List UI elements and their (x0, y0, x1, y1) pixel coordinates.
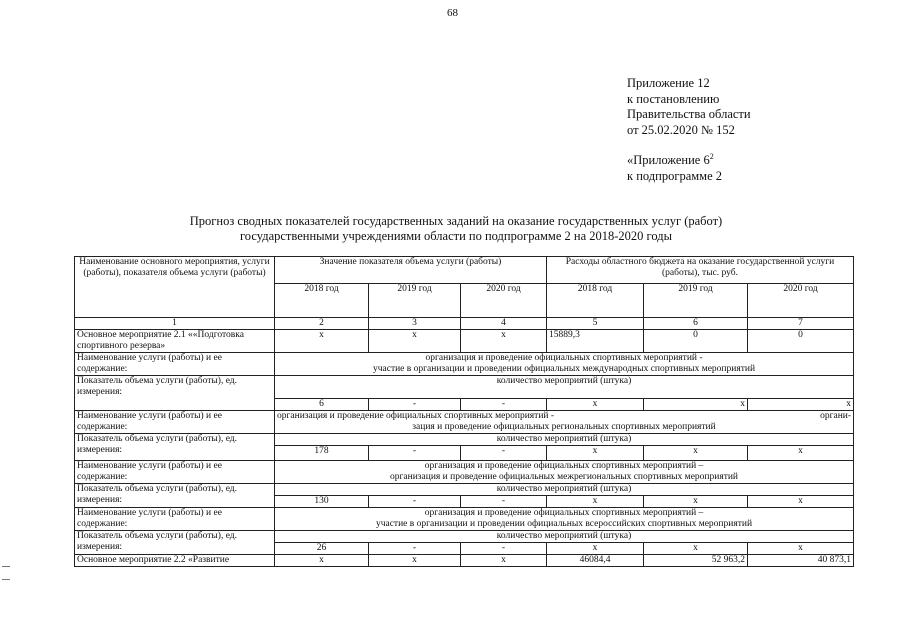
table-row (75, 376, 854, 399)
value-cell: - (369, 543, 461, 555)
service-content-line: участие в организации и проведении официальных всероссийских спортивных мероприятий (375, 519, 753, 529)
value-cell: - (461, 446, 547, 461)
value-cell: - (461, 543, 547, 555)
column-number: 1 (75, 318, 275, 330)
column-number: 7 (748, 318, 854, 330)
value-cell: x (748, 543, 854, 555)
value-cell: - (369, 399, 461, 411)
value-cell: x (547, 543, 644, 555)
appendix-line: Правительства области (627, 107, 751, 121)
value-cell: x (275, 555, 369, 567)
table-row (75, 411, 854, 434)
document-title (120, 214, 792, 244)
indicator-label: Показатель объема услуги (работы), ед. измерения: (75, 376, 275, 411)
header-year: 2019 год (369, 284, 461, 318)
table-row (75, 555, 854, 567)
appendix-line: к постановлению (627, 91, 720, 106)
service-label: Наименование услуги (работы) и ее содержание: (75, 461, 275, 484)
table-row (75, 461, 854, 484)
header-year: 2020 год (748, 284, 854, 318)
service-content-line (277, 411, 851, 422)
indicator-unit: количество мероприятий (штука) (275, 484, 854, 496)
service-label: Наименование услуги (работы) и ее содержание: (75, 508, 275, 531)
value-cell: - (369, 446, 461, 461)
value-cell: x (547, 496, 644, 508)
column-number-row (75, 318, 854, 330)
service-content (275, 411, 854, 434)
indicator-label: Показатель объема услуги (работы), ед. измерения: (75, 531, 275, 555)
value-cell: x (369, 330, 461, 353)
table-row (75, 353, 854, 376)
value-cell: x (369, 555, 461, 567)
service-content (275, 461, 854, 484)
value-cell: x (461, 330, 547, 353)
service-content (275, 353, 854, 376)
value-cell: x (644, 399, 748, 411)
table-row (75, 434, 854, 446)
service-content-line: организация и проведение официальных спортивных мероприятий – (424, 508, 704, 518)
value-cell: 178 (275, 446, 369, 461)
service-content-line: организация и проведение официальных спортивных мероприятий – (424, 461, 704, 471)
service-label: Наименование услуги (работы) и ее содержание: (75, 353, 275, 376)
header-year: 2020 год (461, 284, 547, 318)
header-indicator-group: Значение показателя объема услуги (работы) (275, 257, 547, 284)
value-cell: 40 873,1 (748, 555, 854, 567)
appendix-line: Приложение 12 (627, 76, 710, 90)
service-content-text: органи- (820, 411, 852, 421)
measure-name: Основное мероприятие 2.1 ««Подготовка спортивного резерва» (75, 330, 275, 353)
value-cell: x (547, 399, 644, 411)
value-cell: - (369, 496, 461, 508)
forecast-table (74, 256, 854, 567)
appendix-ref-line (627, 153, 722, 169)
margin-mark (2, 566, 10, 580)
service-content-line: организация и проведение официальных межрегиональных спортивных мероприятий (390, 472, 739, 482)
value-cell: x (644, 496, 748, 508)
column-number: 6 (644, 318, 748, 330)
value-cell: x (748, 399, 854, 411)
indicator-unit: количество мероприятий (штука) (275, 531, 854, 543)
indicator-unit: количество мероприятий (штука) (275, 376, 854, 399)
title-line: государственными учреждениями области по подпрограмме 2 на 2018-2020 годы (239, 229, 672, 243)
service-content-line: зация и проведение официальных региональных спортивных мероприятий (412, 422, 716, 432)
measure-name: Основное мероприятие 2.2 «Развитие (75, 555, 275, 567)
value-cell: 26 (275, 543, 369, 555)
header-year: 2018 год (275, 284, 369, 318)
appendix-block (627, 76, 751, 138)
table-row (75, 484, 854, 496)
value-cell: 0 (644, 330, 748, 353)
appendix-reference (627, 153, 722, 184)
service-content-line: организация и проведение официальных спортивных мероприятий - (425, 353, 703, 363)
service-content-text: организация и проведение официальных спортивных мероприятий - (277, 411, 555, 421)
value-cell: x (748, 446, 854, 461)
appendix-line: от 25.02.2020 № 152 (627, 122, 735, 137)
value-cell: x (547, 446, 644, 461)
header-year: 2019 год (644, 284, 748, 318)
indicator-label: Показатель объема услуги (работы), ед. измерения: (75, 484, 275, 508)
title-line: Прогноз сводных показателей государственных заданий на оказание государственных услуг (работ) (189, 214, 723, 228)
value-cell: 130 (275, 496, 369, 508)
page-number: 68 (447, 7, 458, 19)
value-cell: 0 (748, 330, 854, 353)
indicator-label: Показатель объема услуги (работы), ед. измерения: (75, 434, 275, 461)
table-row (75, 508, 854, 531)
value-cell: 6 (275, 399, 369, 411)
value-cell: x (748, 496, 854, 508)
value-cell: x (461, 555, 547, 567)
table-row (75, 330, 854, 353)
appendix-ref-line: к подпрограмме 2 (627, 168, 722, 183)
value-cell: x (275, 330, 369, 353)
value-cell: 52 963,2 (644, 555, 748, 567)
indicator-unit: количество мероприятий (штука) (275, 434, 854, 446)
value-cell: x (644, 446, 748, 461)
service-content-line: участие в организации и проведении официальных международных спортивных мероприятий (372, 364, 756, 374)
value-cell: - (461, 496, 547, 508)
column-number: 4 (461, 318, 547, 330)
column-number: 5 (547, 318, 644, 330)
header-year: 2018 год (547, 284, 644, 318)
value-cell: - (461, 399, 547, 411)
appendix-ref-text: «Приложение 6 (627, 153, 710, 167)
value-cell: 46084,4 (547, 555, 644, 567)
table-row (75, 531, 854, 543)
service-label: Наименование услуги (работы) и ее содержание: (75, 411, 275, 434)
column-number: 3 (369, 318, 461, 330)
column-number: 2 (275, 318, 369, 330)
service-content (275, 508, 854, 531)
value-cell: x (644, 543, 748, 555)
appendix-ref-superscript: 2 (709, 152, 714, 161)
value-cell: 15889,3 (547, 330, 644, 353)
header-expense-group: Расходы областного бюджета на оказание государственной услуги (работы), тыс. руб. (547, 257, 854, 284)
header-name-column: Наименование основного мероприятия, услуги (работы), показателя объема услуги (работы) (75, 257, 275, 318)
